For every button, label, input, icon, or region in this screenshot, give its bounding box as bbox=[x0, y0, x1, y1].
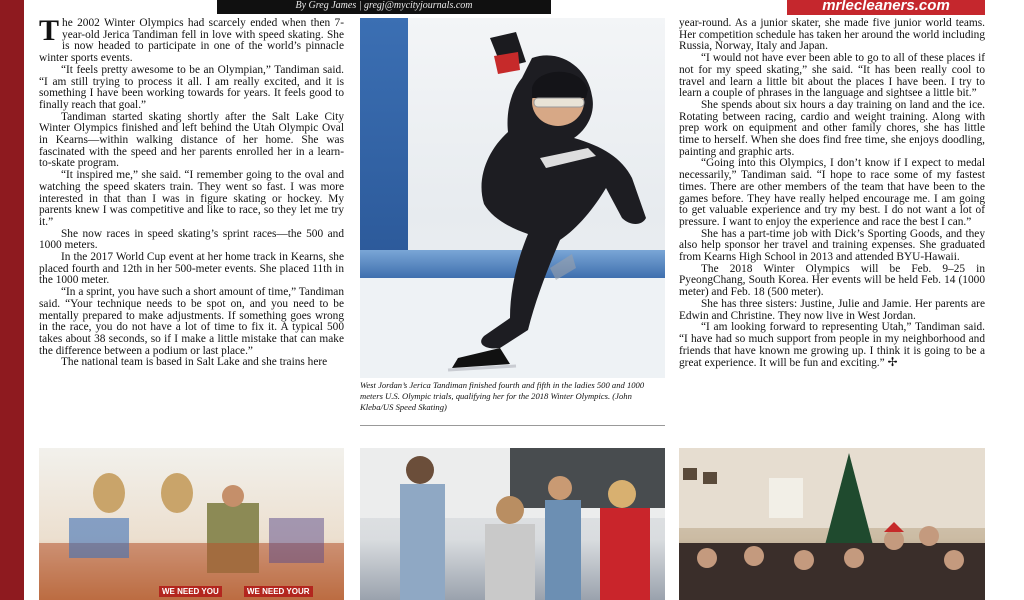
donation-sign: WE NEED YOU bbox=[159, 586, 222, 597]
article-paragraph: “In a sprint, you have such a short amount of time,” Tandiman said. “Your technique needs to be spot on, and you need to be mentally prepared to make adjustments. If something goes wrong in the race, you do not have a lot of time to fix it. A typical 500 takes about 38 seconds, so if I make a little mistake that can make the difference between a podium or last place.” bbox=[39, 286, 344, 357]
article-paragraph: She now races in speed skating’s sprint races—the 500 and 1000 meters. bbox=[39, 227, 344, 252]
article-paragraph: year-round. As a junior skater, she made five junior world teams. Her competition schedule has taken her around the world including Russia, Norway, Italy and Japan. bbox=[679, 18, 985, 53]
article-paragraph: “I would not have ever been able to go to all of these places if not for my speed skating,” she said. “It has been really cool to travel and learn a little bit about the places I have been. I try to learn a couple of phrases in the language and sightsee a little bit.” bbox=[679, 52, 985, 100]
speed-skater-figure bbox=[360, 18, 665, 378]
skater-photo bbox=[360, 18, 665, 378]
byline-bar bbox=[217, 0, 551, 14]
end-of-story-icon: ✢ bbox=[887, 355, 898, 370]
article-paragraph: “Going into this Olympics, I don’t know if I expect to medal necessarily,” Tandiman said. “I hope to race some of my fastest times. There are other members of the team that have been to the games before. They have really helped encourage me. I am going to get valuable experience and try my best. I do not want a lot of pressure. I want to enjoy the experience and race the best I can.” bbox=[679, 157, 985, 228]
ad-banner[interactable] bbox=[787, 0, 985, 15]
article-paragraph: “It feels pretty awesome to be an Olympian,” Tandiman said. “I am still trying to process it all. I am really excited, and it is something I have been working towards for years. It feels good to finally reach that goal.” bbox=[39, 63, 344, 111]
article-column-3 bbox=[679, 18, 985, 430]
article-column-1 bbox=[39, 18, 344, 430]
article-paragraph: The 2018 Winter Olympics will be Feb. 9–25 in PyeongChang, South Korea. Her events will be held Feb. 14 (1000 meter) and Feb. 18 (500 meter). bbox=[679, 262, 985, 299]
caption-divider bbox=[360, 425, 665, 426]
article-paragraph: In the 2017 World Cup event at her home track in Kearns, she placed fourth and 12th in her 500-meter events. She placed 11th in the 1000 meter. bbox=[39, 251, 344, 287]
article-paragraph: She has a part-time job with Dick’s Sporting Goods, and they also help sponsor her travel and training expenses. She graduated from Kearns High School in 2013 and attended BYU-Hawaii. bbox=[679, 227, 985, 264]
ad-banner-text: mrlecleaners.com bbox=[822, 0, 950, 14]
drop-cap: T bbox=[39, 18, 60, 47]
photo-caption: West Jordan’s Jerica Tandiman finished fourth and fifth in the ladies 500 and 1000 meters U.S. Olympic trials, qualifying her for the 2018 Winter Olympics. (John Kleba/US Speed Skating) bbox=[360, 380, 645, 412]
article-paragraph: “It inspired me,” she said. “I remember going to the oval and watching the speed skaters train. They went so fast. I was more interested in that than I was in figure skating or hockey. My parents knew I was competitive and like to race, so they let me try it.” bbox=[39, 169, 344, 228]
article-paragraph: The 2002 Winter Olympics had scarcely ended when then 7-year-old Jerica Tandiman fell in love with speed skating. She is now headed to participate in one of the world’s pinnacle winter sports events. bbox=[39, 18, 344, 65]
byline-text: By Greg James | gregj@mycityjournals.com bbox=[295, 0, 473, 11]
family-photo bbox=[679, 448, 985, 600]
article-paragraph: She spends about six hours a day training on land and the ice. Rotating between racing, cardio and weight training. Along with prep work on equipment and other family chores, she has little time to herself. When she does find free time, she enjoys doodling, painting and graphic arts. bbox=[679, 98, 985, 158]
classroom-photo bbox=[360, 448, 665, 600]
left-page-rule bbox=[0, 0, 24, 600]
article-paragraph: She has three sisters: Justine, Julie and Jamie. Her parents are Edwin and Christine. They now live in West Jordan. bbox=[679, 297, 985, 322]
article-paragraph: Tandiman started skating shortly after the Salt Lake City Winter Olympics finished and left behind the Utah Olympic Oval in Kearns—within walking distance of her home. She was fascinated with the speed and her parents enrolled her in a learn-to-skate program. bbox=[39, 110, 344, 170]
article-paragraph: The national team is based in Salt Lake and she trains here bbox=[61, 356, 328, 369]
donation-sign: WE NEED YOUR bbox=[244, 586, 313, 597]
article-paragraph: “I am looking forward to representing Utah,” Tandiman said. “I have had so much support from people in my neighborhood and friends that have known me growing up. I think it is going to be a great experience. It will be fun and exciting.” ✢ bbox=[679, 321, 985, 370]
donation-photo bbox=[39, 448, 344, 600]
